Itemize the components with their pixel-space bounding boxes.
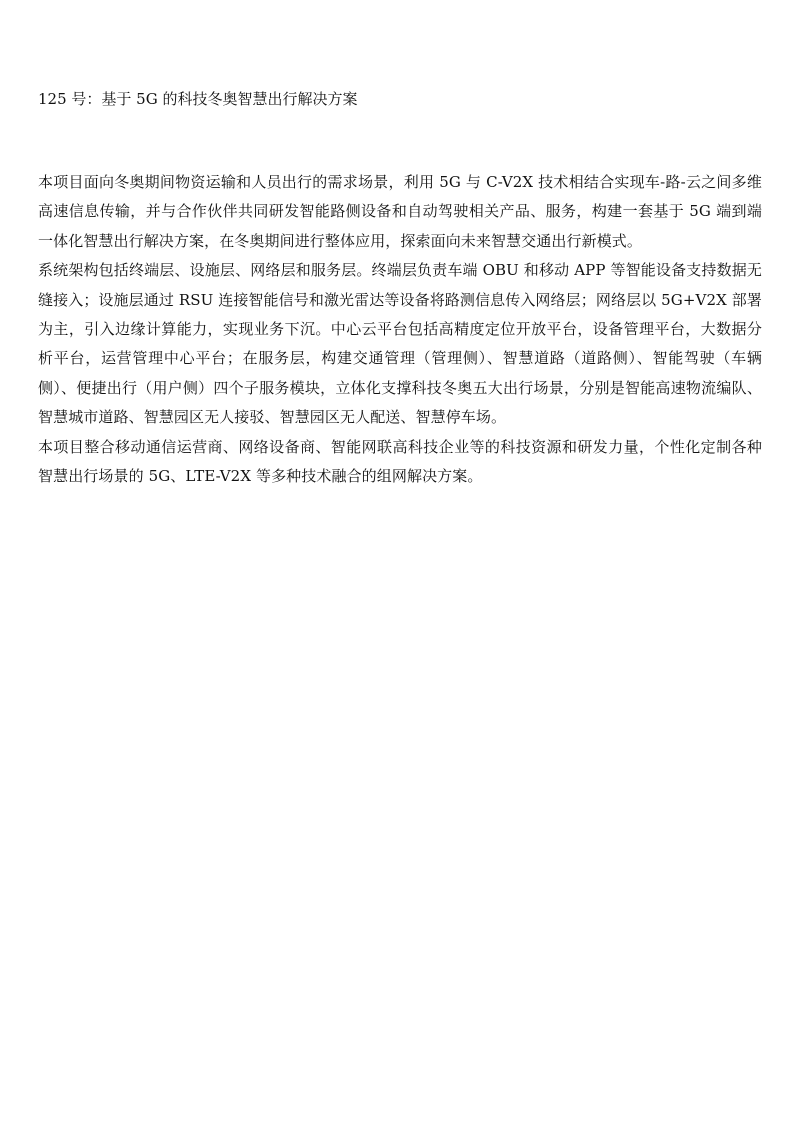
paragraph-architecture: 系统架构包括终端层、设施层、网络层和服务层。终端层负责车端 OBU 和移动 APP 等智能设备支持数据无缝接入；设施层通过 RSU 连接智能信号和激光雷达等设备将路测信息传入网络层；网络层以 5G+V2X 部署为主，引入边缘计算能力，实现业务下沉。中心云平台包括高精度定位开放平台，设备管理平台，大数据分析平台，运营管理中心平台；在服务层，构建交通管理（管理侧）、智慧道路（道路侧）、智能驾驶（车辆侧）、便捷出行（用户侧）四个子服务模块，立体化支撑科技冬奥五大出行场景，分别是智能高速物流编队、智慧城市道路、智慧园区无人接驳、智慧园区无人配送、智慧停车场。 [38,261,762,427]
paragraph-overview: 本项目面向冬奥期间物资运输和人员出行的需求场景，利用 5G 与 C-V2X 技术相结合实现车-路-云之间多维高速信息传输，并与合作伙伴共同研发智能路侧设备和自动驾驶相关产品、服务，构建一套基于 5G 端到端一体化智慧出行解决方案，在冬奥期间进行整体应用，探索面向未来智慧交通出行新模式。 [38,173,762,250]
paragraph-integration: 本项目整合移动通信运营商、网络设备商、智能网联高科技企业等的科技资源和研发力量，个性化定制各种智慧出行场景的 5G、LTE-V2X 等多种技术融合的组网解决方案。 [38,437,762,486]
document-body [38,168,762,491]
document-title: 125 号：基于 5G 的科技冬奥智慧出行解决方案 [38,90,358,108]
